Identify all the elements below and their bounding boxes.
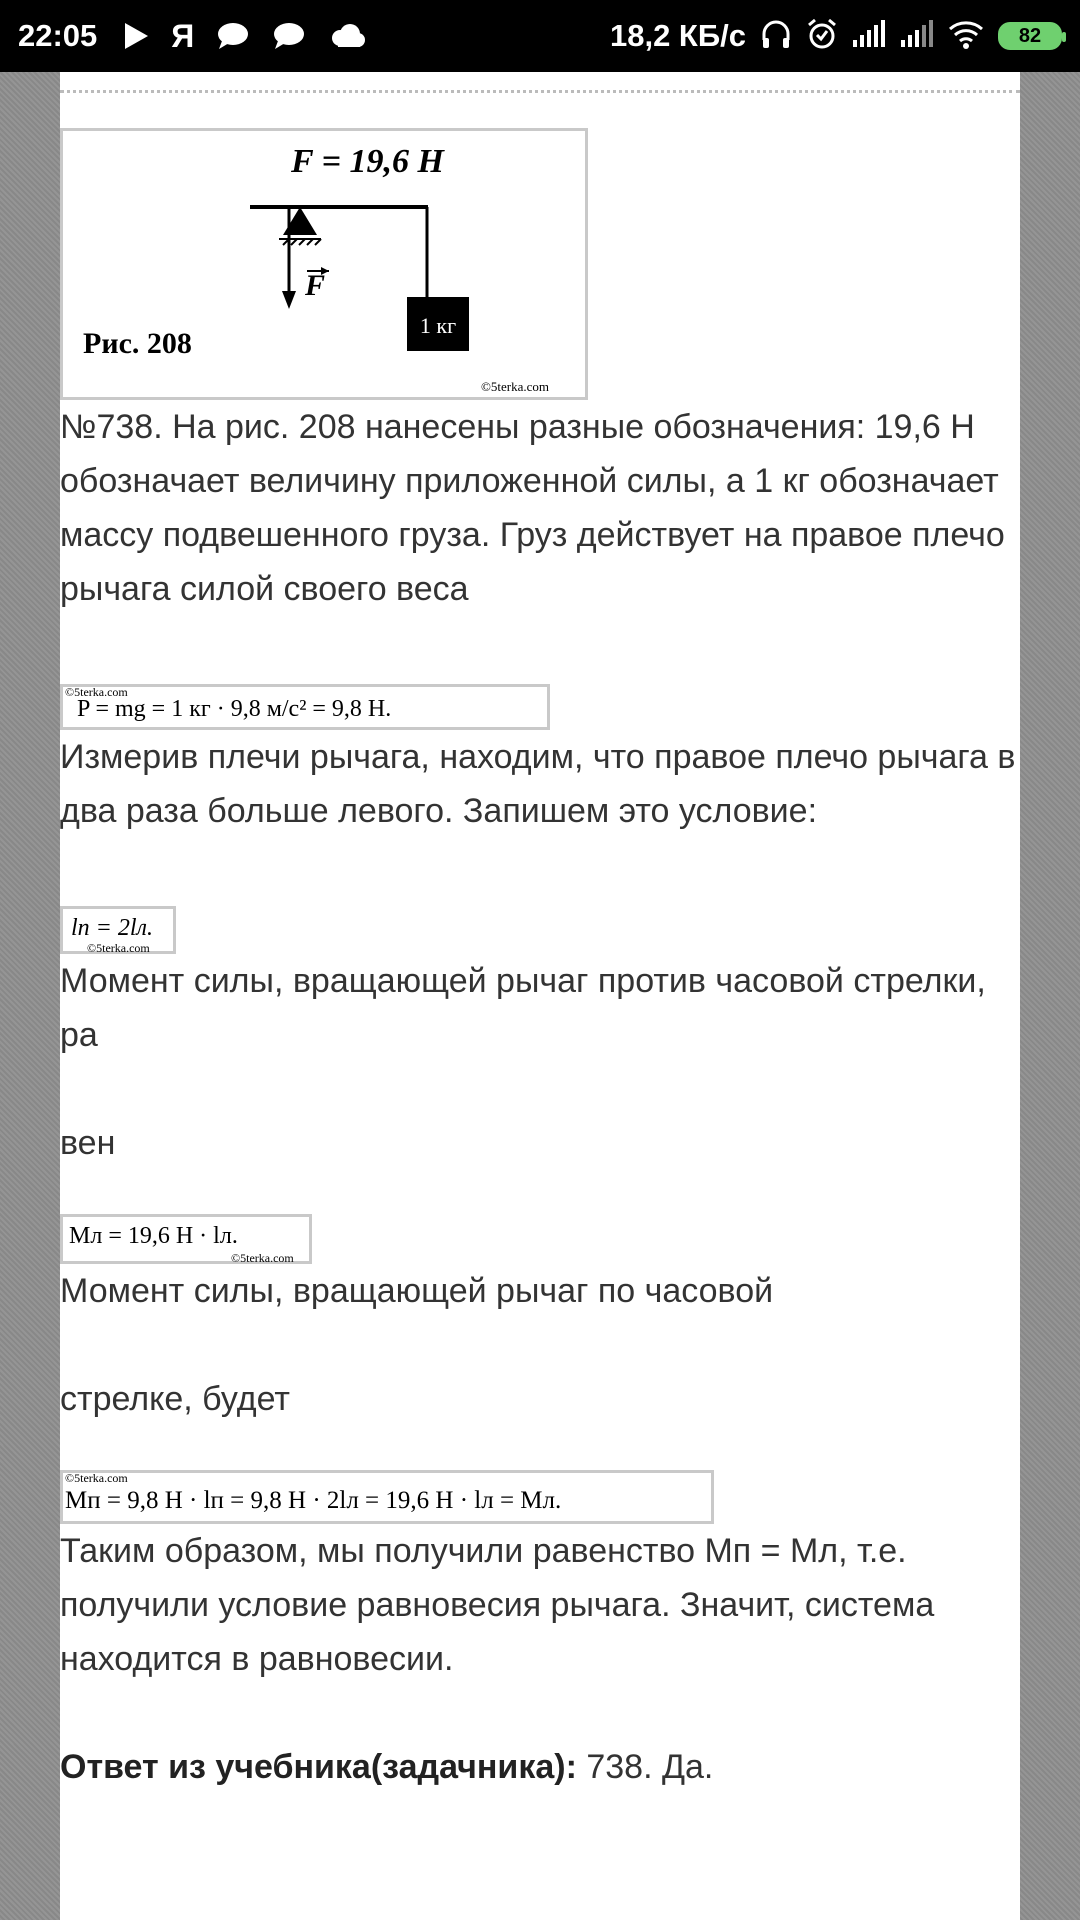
formula-watermark: ©5terka.com	[65, 1471, 128, 1485]
formula-weight	[60, 684, 550, 730]
answer-label: Ответ из учебника(задачника):	[60, 1748, 577, 1786]
signal-icon	[900, 20, 934, 53]
chat-icon	[272, 21, 306, 51]
formula-watermark: ©5terka.com	[65, 685, 128, 699]
paragraph-3: Момент силы, вращающей рычаг против часовой стрелки, ра	[60, 962, 986, 1054]
force-label: F = 19,6 H	[291, 143, 444, 180]
formula-right-moment-text: Mп = 9,8 Н · lп = 9,8 Н · 2lл = 19,6 Н · lл = Mл.	[65, 1487, 562, 1514]
play-icon	[123, 22, 149, 50]
paragraph-5: Таким образом, мы получили равенство Mп = Mл, т.е. получили условие равновесия рычага. Значит, система находится в равновесии.	[60, 1532, 935, 1678]
yandex-icon: Я	[171, 17, 195, 54]
figure-caption: Рис. 208	[83, 327, 192, 360]
weight-label: 1 кг	[419, 313, 457, 338]
cloud-icon	[328, 23, 366, 49]
battery-icon: 82	[998, 22, 1062, 50]
formula-right-moment	[60, 1470, 714, 1524]
wifi-icon	[948, 19, 984, 54]
lever-figure	[60, 128, 588, 400]
chat-icon	[216, 21, 250, 51]
vector-label: F	[305, 269, 326, 302]
network-speed: 18,2 КБ/с	[609, 18, 746, 53]
formula-weight-text: P = mg = 1 кг · 9,8 м/с² = 9,8 Н.	[77, 696, 392, 722]
headphones-icon	[760, 18, 792, 55]
status-time: 22:05	[18, 18, 98, 53]
alarm-icon	[806, 18, 838, 55]
formula-arms	[60, 906, 176, 954]
page-content	[60, 72, 1020, 1920]
formula-left-moment-text: Mл = 19,6 Н · lл.	[69, 1223, 238, 1249]
paragraph-4-continued: стрелке, будет	[60, 1380, 290, 1418]
answer-value: 738. Да.	[576, 1748, 714, 1786]
formula-watermark: ©5terka.com	[87, 941, 150, 955]
dotted-divider	[60, 90, 1020, 93]
paragraph-1: №738. На рис. 208 нанесены разные обозначения: 19,6 Н обозначает величину приложенной силы, а 1 кг обозначает массу подвешенного груза. Груз действует на правое плечо рычага силой своего веса	[60, 408, 1005, 608]
formula-left-moment	[60, 1214, 312, 1264]
paragraph-4: Момент силы, вращающей рычаг по часовой	[60, 1272, 774, 1310]
status-bar	[0, 0, 1080, 72]
answer-line	[60, 1740, 1020, 1794]
solution-text	[60, 128, 1020, 1794]
signal-icon	[852, 20, 886, 53]
formula-watermark: ©5terka.com	[231, 1251, 294, 1265]
figure-watermark: ©5terka.com	[481, 379, 549, 394]
paragraph-2: Измерив плечи рычага, находим, что правое плечо рычага в два раза больше левого. Запишем это условие:	[60, 738, 1016, 830]
formula-arms-text: lп = 2lл.	[71, 915, 153, 941]
paragraph-3-continued: вен	[60, 1124, 116, 1162]
